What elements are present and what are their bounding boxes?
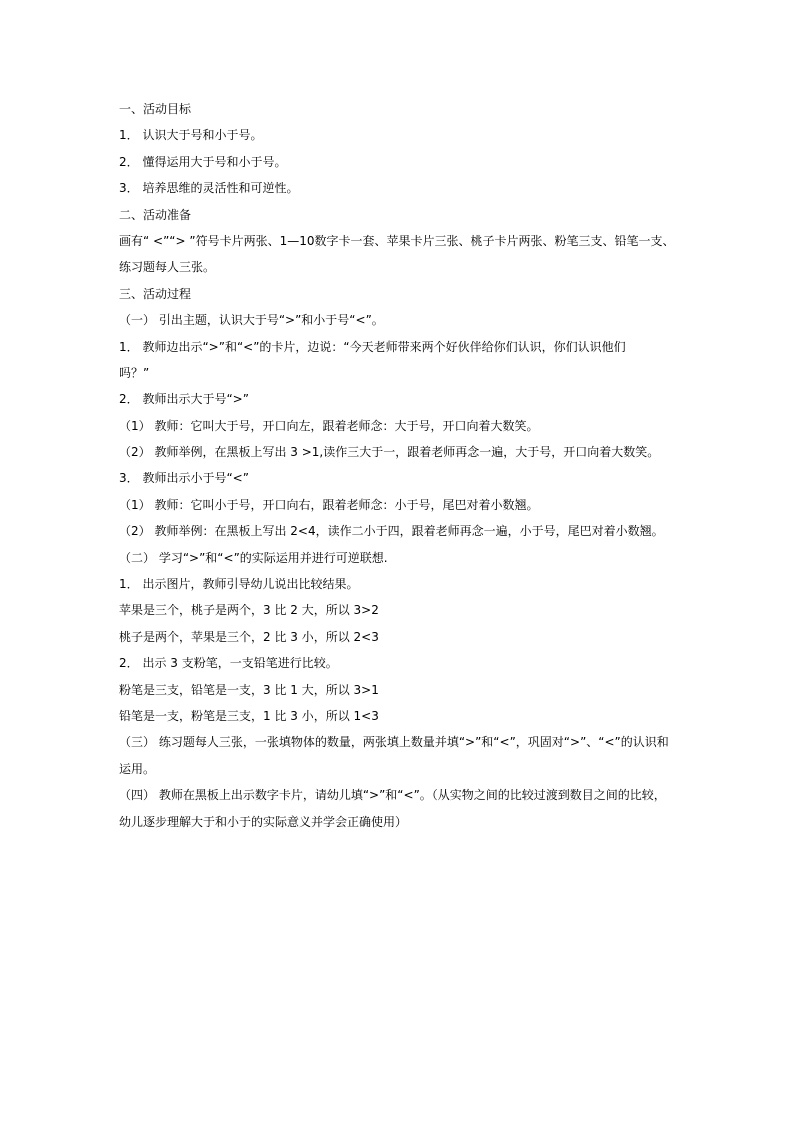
preparation-text-line-2: 练习题每人三张。 — [119, 260, 216, 275]
process-part-1-heading: （一） 引出主题，认识大于号“>”和小于号“<”。 — [119, 313, 384, 328]
process-part-4-line-2: 幼儿逐步理解大于和小于的实际意义并学会正确使用） — [119, 814, 408, 829]
goal-item-3: 3． 培养思维的灵活性和可逆性。 — [119, 181, 299, 196]
goal-item-2: 2． 懂得运用大于号和小于号。 — [119, 154, 287, 169]
process-part-3-line-2: 运用。 — [119, 761, 156, 776]
comparison-peach-apple: 桃子是两个，苹果是三个，2 比 3 小，所以 2<3 — [119, 629, 379, 644]
section-heading-goals: 一、活动目标 — [119, 102, 192, 116]
section-heading-preparation: 二、活动准备 — [119, 207, 192, 222]
document-body — [119, 101, 675, 840]
section-heading-process: 三、活动过程 — [119, 286, 192, 301]
process-step-1-line-2: 吗？” — [119, 365, 150, 380]
comparison-pencil-chalk: 铅笔是一支，粉笔是三支，1 比 3 小，所以 1<3 — [119, 708, 379, 723]
goal-item-1: 1． 认识大于号和小于号。 — [119, 128, 263, 143]
process-part-3-line-1: （三） 练习题每人三张，一张填物体的数量，两张填上数量并填“>”和“<”，巩固对“>”、“<”的认识和 — [119, 735, 669, 750]
process-step-2: 2． 教师出示大于号“>” — [119, 392, 249, 407]
comparison-chalk-pencil: 粉笔是三支，铅笔是一支，3 比 1 大，所以 3>1 — [119, 682, 379, 697]
process-step-3-sub-1: （1） 教师：它叫小于号，开口向右，跟着老师念：小于号，尾巴对着小数翘。 — [119, 497, 539, 512]
process-part-2-step-2: 2． 出示 3 支粉笔，一支铅笔进行比较。 — [119, 656, 338, 671]
process-step-2-sub-1: （1） 教师：它叫大于号，开口向左，跟着老师念：大于号，开口向着大数笑。 — [119, 418, 539, 433]
process-step-3: 3． 教师出示小于号“<” — [119, 471, 249, 486]
process-part-2-step-1: 1． 出示图片，教师引导幼儿说出比较结果。 — [119, 577, 359, 592]
process-step-1-line-1: 1． 教师边出示“>”和“<”的卡片，边说：“今天老师带来两个好伙伴给你们认识，你们认识他们 — [119, 339, 626, 354]
process-part-2-heading: （二） 学习“>”和“<”的实际运用并进行可逆联想. — [119, 550, 388, 565]
process-step-3-sub-2: （2） 教师举例：在黑板上写出 2<4，读作二小于四，跟着老师再念一遍，小于号，尾巴对着小数翘。 — [119, 524, 664, 539]
preparation-text-line-1: 画有“ <”“> ”符号卡片两张、1—10数字卡一套、苹果卡片三张、桃子卡片两张、粉笔三支、铅笔一支、 — [119, 233, 675, 248]
comparison-apple-peach: 苹果是三个，桃子是两个，3 比 2 大，所以 3>2 — [119, 603, 379, 618]
process-step-2-sub-2: （2） 教师举例，在黑板上写出 3 >1,读作三大于一，跟着老师再念一遍，大于号，开口向着大数笑。 — [119, 445, 660, 460]
process-part-4-line-1: （四） 教师在黑板上出示数字卡片，请幼儿填“>”和“<”。（从实物之间的比较过渡到数目之间的比较， — [119, 788, 666, 803]
